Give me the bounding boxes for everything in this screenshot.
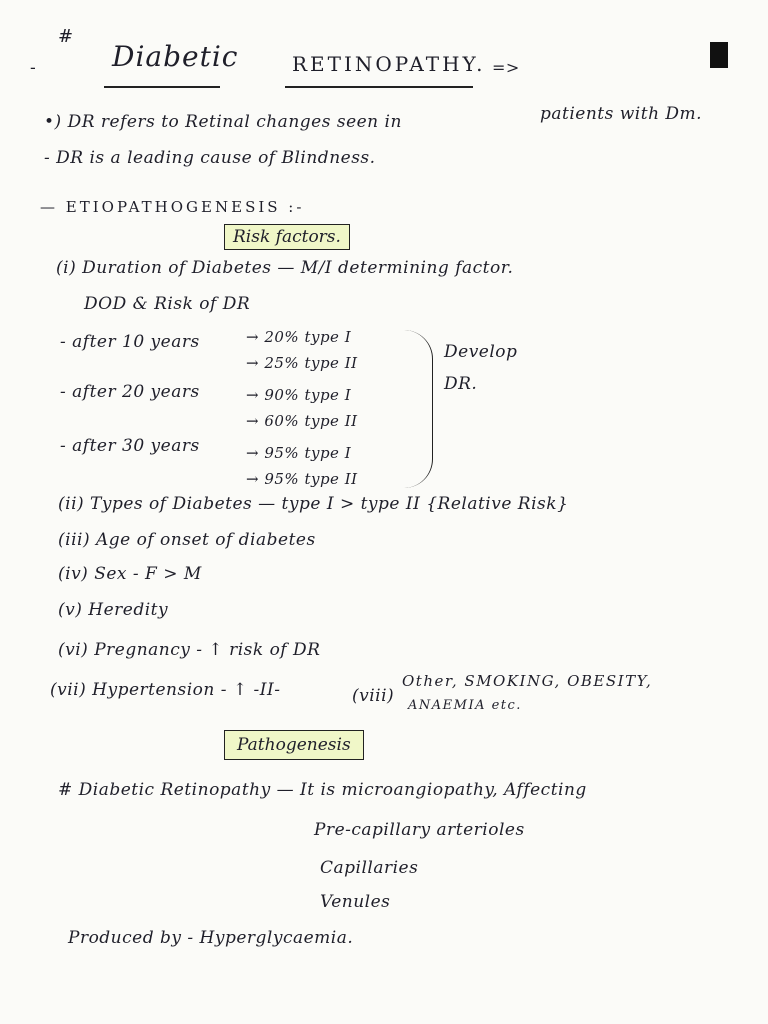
factor-iii: (iii) Age of onset of diabetes bbox=[58, 530, 316, 550]
factor-v: (v) Heredity bbox=[58, 600, 169, 620]
develop-label: Develop bbox=[444, 342, 518, 362]
title-underline-1 bbox=[104, 86, 220, 88]
row-10-label: - after 10 years bbox=[60, 332, 200, 352]
page-title-word1: Diabetic bbox=[112, 40, 239, 73]
section-etiopathogenesis: — ETIOPATHOGENESIS :- bbox=[40, 198, 305, 216]
row-10-b: → 25% type II bbox=[246, 354, 358, 372]
factor-viii-line1: Other, SMOKING, OBESITY, bbox=[402, 672, 653, 690]
dr-label: DR. bbox=[444, 374, 478, 394]
pathogenesis-box: Pathogenesis bbox=[224, 730, 364, 760]
row-30-a: → 95% type I bbox=[246, 444, 352, 462]
factor-vii: (vii) Hypertension - ↑ -II- bbox=[50, 680, 281, 700]
intro-line-1: •) DR refers to Retinal changes seen in bbox=[44, 112, 402, 132]
factor-iv: (iv) Sex - F > M bbox=[58, 564, 202, 584]
factor-vi: (vi) Pregnancy - ↑ risk of DR bbox=[58, 640, 321, 660]
factor-viii-line2: ANAEMIA etc. bbox=[408, 698, 522, 713]
page-edge-marker bbox=[710, 42, 728, 68]
duration-line: (i) Duration of Diabetes — M/I determining factor. bbox=[56, 258, 514, 278]
page-title-word2: RETINOPATHY. bbox=[292, 52, 486, 76]
title-arrow: => bbox=[492, 58, 520, 77]
margin-dash: - bbox=[30, 58, 37, 78]
intro-line-1b: patients with Dm. bbox=[540, 104, 703, 124]
row-10-a: → 20% type I bbox=[246, 328, 352, 346]
affected-capillaries: Capillaries bbox=[320, 858, 419, 878]
duration-sub: DOD & Risk of DR bbox=[84, 294, 251, 314]
affected-venules: Venules bbox=[320, 892, 391, 912]
curly-brace bbox=[404, 330, 433, 488]
row-30-label: - after 30 years bbox=[60, 436, 200, 456]
title-underline-2 bbox=[285, 86, 473, 88]
factor-ii: (ii) Types of Diabetes — type I > type II {Relative Risk} bbox=[58, 494, 569, 514]
intro-line-2: - DR is a leading cause of Blindness. bbox=[44, 148, 376, 168]
row-20-label: - after 20 years bbox=[60, 382, 200, 402]
row-30-b: → 95% type II bbox=[246, 470, 358, 488]
factor-viii-label: (viii) bbox=[352, 686, 395, 706]
hash-mark: # bbox=[58, 26, 74, 47]
row-20-a: → 90% type I bbox=[246, 386, 352, 404]
row-20-b: → 60% type II bbox=[246, 412, 358, 430]
affected-arterioles: Pre-capillary arterioles bbox=[314, 820, 525, 840]
risk-factors-box: Risk factors. bbox=[224, 224, 350, 250]
pathogenesis-line: # Diabetic Retinopathy — It is microangiopathy, Affecting bbox=[58, 780, 587, 800]
produced-by-line: Produced by - Hyperglycaemia. bbox=[68, 928, 354, 948]
